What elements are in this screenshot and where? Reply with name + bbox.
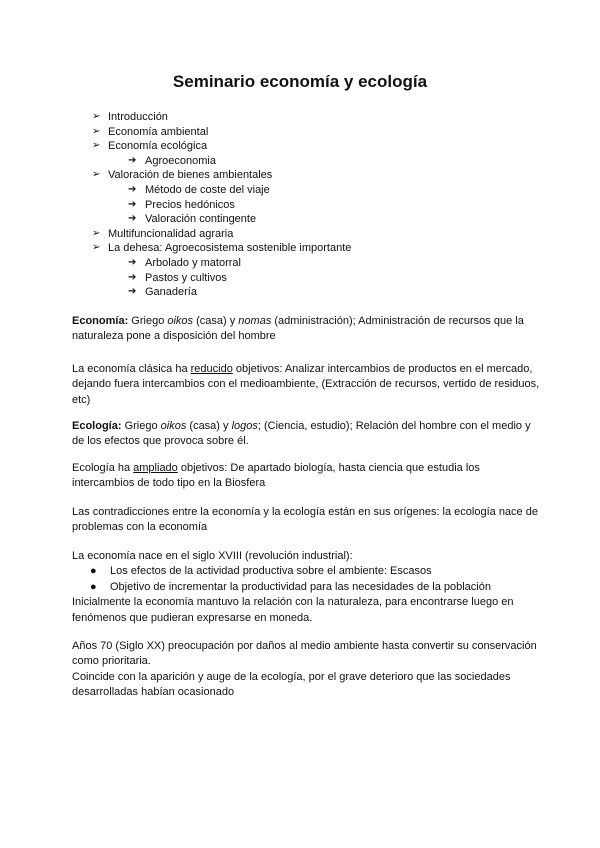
outline-item (0, 271, 351, 286)
arrowhead-bullet-icon: ➢ (92, 169, 101, 181)
outline-item (0, 168, 351, 183)
text: Coincide con la aparición y auge de la ecología, por el grave deterioro que las sociedades desarrolladas habían ocasionado (72, 670, 511, 699)
italic-term: logos (231, 420, 258, 432)
text: Inicialmente la economía mantuvo la relación con la naturaleza, para encontrarse luego en fenómenos que pudieran expresarse en moneda. (72, 596, 514, 624)
outline-item-text: Ganadería (145, 286, 197, 299)
outline-item (0, 139, 351, 154)
arrowhead-bullet-icon: ➢ (92, 140, 101, 152)
outline-item-text: Multifuncionalidad agraria (108, 227, 234, 240)
italic-term: nomas (238, 315, 272, 327)
text: (administración); Administración de recursos que la naturaleza pone a disposición del hombre (72, 315, 524, 343)
outline-item-text: Valoración contingente (145, 213, 257, 226)
bullet-dot-icon: ● (90, 565, 97, 578)
list-item (72, 564, 540, 579)
bullet-list (72, 564, 540, 595)
text: La economía clásica ha (72, 363, 191, 375)
arrowhead-bullet-icon: ➢ (92, 111, 101, 122)
outline-item (0, 125, 351, 140)
text: (casa) y (186, 420, 232, 432)
list-item-text: Objetivo de incrementar la productividad para las necesidades de la población (110, 580, 491, 593)
arrow-bullet-icon: ➔ (128, 213, 137, 225)
arrow-bullet-icon: ➔ (128, 256, 137, 268)
arrowhead-bullet-icon: ➢ (92, 125, 101, 137)
outline-item (0, 212, 351, 227)
paragraph-ecologia-ampliado (72, 461, 540, 492)
outline-item-text: Economía ecológica (108, 140, 208, 153)
outline-item-text: Agroeconomia (145, 154, 216, 167)
outline-item (0, 227, 351, 242)
outline-item-text: Arbolado y matorral (145, 256, 241, 269)
text: Ecología ha (72, 462, 134, 474)
paragraph-economia-definition (72, 314, 540, 345)
outline-item-text: Valoración de bienes ambientales (108, 169, 273, 182)
topic-outline (0, 110, 351, 300)
bullet-dot-icon: ● (90, 580, 97, 593)
outline-item-text: Economía ambiental (108, 125, 209, 138)
outline-item-text: Precios hedónicos (145, 198, 235, 211)
outline-item (0, 183, 351, 198)
paragraph-economia-clasica (72, 362, 540, 408)
outline-item-text: Método de coste del viaje (145, 183, 270, 196)
outline-item (0, 110, 351, 125)
text: ; (Ciencia, estudio); Relación del hombre con el medio y de los efectos que provoca sobre él. (72, 420, 531, 448)
list-item (72, 580, 540, 595)
arrow-bullet-icon: ➔ (128, 271, 137, 283)
outline-item (0, 256, 351, 271)
text: La economía nace en el siglo XVIII (revolución industrial): (72, 550, 353, 562)
outline-item (0, 285, 351, 300)
paragraph-origen-economia (72, 549, 540, 626)
outline-item-text: La dehesa: Agroecosistema sostenible importante (108, 242, 352, 255)
arrow-bullet-icon: ➔ (128, 198, 137, 210)
outline-item (0, 198, 351, 213)
term-ecologia: Ecología: (72, 420, 122, 432)
arrow-bullet-icon: ➔ (128, 183, 137, 195)
italic-term: oikos (160, 420, 187, 432)
text: Griego (121, 420, 161, 432)
outline-item (0, 241, 351, 256)
arrow-bullet-icon: ➔ (128, 286, 137, 298)
paragraph-ecologia-definition (72, 419, 540, 450)
text: objetivos: Analizar intercambios de productos en el mercado, dejando fuera intercambios con el medioambiente, (Extracción de recursos, vertido de residuos, etc) (72, 363, 540, 406)
italic-term: oikos (167, 315, 194, 327)
underlined-term: ampliado (133, 462, 178, 474)
arrowhead-bullet-icon: ➢ (92, 227, 101, 239)
underlined-term: reducido (190, 363, 233, 375)
outline-item (0, 154, 351, 169)
paragraph-anos-70 (72, 639, 540, 701)
paragraph-contradicciones: Las contradicciones entre la economía y la ecología están en sus orígenes: la ecología nace de problemas con la economía (72, 506, 538, 534)
text: Griego (128, 315, 168, 327)
text: Años 70 (Siglo XX) preocupación por daños al medio ambiente hasta convertir su conservación como prioritaria. (72, 640, 537, 668)
list-item-text: Los efectos de la actividad productiva sobre el ambiente: Escasos (110, 565, 432, 578)
text: objetivos: De apartado biología, hasta ciencia que estudia los intercambios de todo tipo en la Biosfera (72, 462, 480, 490)
arrow-bullet-icon: ➔ (128, 154, 137, 166)
term-economia: Economía: (72, 315, 129, 327)
text: (casa) y (193, 315, 239, 327)
outline-item-text: Introducción (108, 111, 168, 123)
outline-item-text: Pastos y cultivos (145, 271, 227, 284)
document-title: Seminario economía y ecología (172, 72, 428, 91)
arrowhead-bullet-icon: ➢ (92, 242, 101, 254)
